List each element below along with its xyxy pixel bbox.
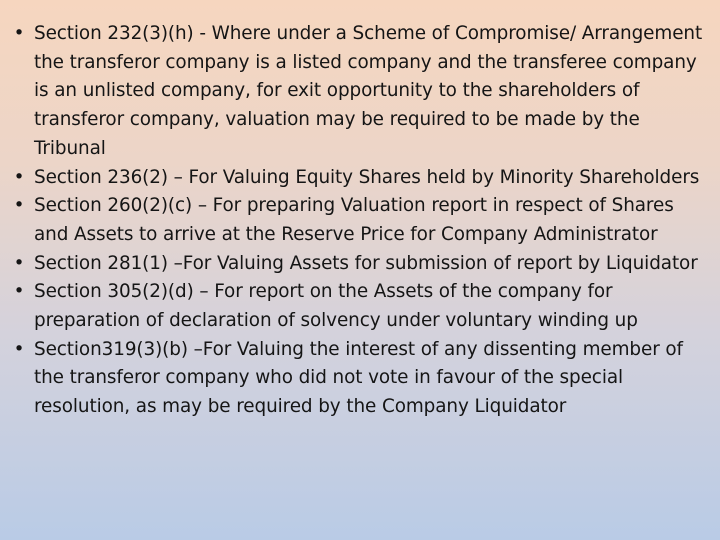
bullet-text: Section 232(3)(h) - Where under a Scheme of Compromise/ Arrangement the transferor company is a listed company and the transferee company is an unlisted company, for exit opportunity to the shareholders of transferor company, valuation may be required to be made by the Tribunal xyxy=(34,23,703,159)
list-item xyxy=(10,278,706,335)
list-item xyxy=(10,192,706,249)
bullet-icon: • xyxy=(13,166,25,188)
bullet-icon: • xyxy=(13,23,25,44)
bullet-icon: • xyxy=(13,195,25,217)
list-item xyxy=(10,20,706,164)
list-item xyxy=(10,164,706,193)
bullet-text: Section 281(1) –For Valuing Assets for submission of report by Liquidator xyxy=(34,252,698,274)
bullet-text: Section319(3)(b) –For Valuing the interest of any dissenting member of the transferor company who did not vote in favour of the special resolution, as may be required by the Company Liquidator xyxy=(34,338,683,418)
bullet-list xyxy=(10,20,706,422)
bullet-icon: • xyxy=(13,338,25,360)
bullet-icon: • xyxy=(13,281,25,303)
bullet-text: Section 236(2) – For Valuing Equity Shares held by Minority Shareholders xyxy=(34,166,700,188)
bullet-text: Section 305(2)(d) – For report on the Assets of the company for preparation of declaration of solvency under voluntary winding up xyxy=(34,281,638,332)
list-item xyxy=(10,336,706,422)
bullet-icon: • xyxy=(13,252,25,274)
bullet-text: Section 260(2)(c) – For preparing Valuation report in respect of Shares and Assets to arrive at the Reserve Price for Company Administrator xyxy=(34,195,674,245)
list-item xyxy=(10,250,706,279)
